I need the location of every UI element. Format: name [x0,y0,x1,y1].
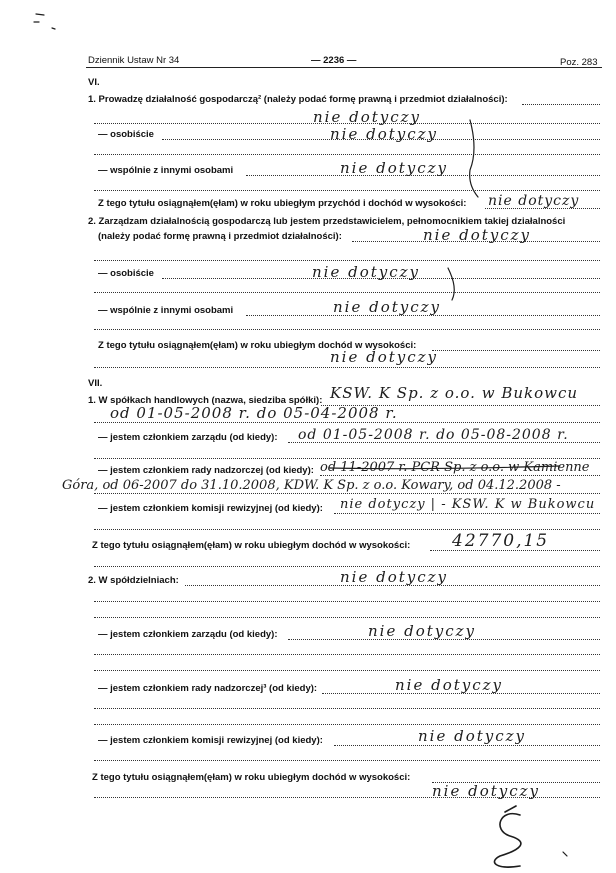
vii-q1-supervisory-answer-line1: od 11-2007 r. PCR Sp. z o.o. w Kamienne [320,460,590,475]
page-number: — 2236 — [311,55,357,66]
signature-mark [494,806,520,867]
vi-q2-jointly-answer: nie dotyczy [333,298,442,316]
vii-q1-supervisory-answer-line2: Góra, od 06-2007 do 31.10.2008, KDW. K Sp. z o.o. Kowary, od 04.12.2008 - [62,478,561,493]
connector-stroke-vi-q1 [470,120,478,197]
vi-q2-jointly-label: — wspólnie z innymi osobami [98,305,234,316]
vi-q1-jointly-answer: nie dotyczy [340,159,449,177]
vi-q1-answer: nie dotyczy [313,108,422,126]
vii-q2-board-answer: nie dotyczy [368,622,477,640]
vi-q1-jointly-label: — wspólnie z innymi osobami [98,165,234,176]
vi-q2-income-label: Z tego tytułu osiągnąłem(ęłam) w roku ubiegłym dochód w wysokości: [98,340,417,351]
connector-stroke-vi-q2 [448,268,454,300]
vii-q2-answer: nie dotyczy [340,568,449,586]
vii-q2-label: 2. W spółdzielniach: [88,575,179,586]
vii-q1-board-answer: od 01-05-2008 r. do 05-08-2008 r. [298,427,569,443]
vii-q2-supervisory-label: — jestem członkiem rady nadzorczej³ (od kiedy): [98,683,318,694]
strike-stroke-vii [330,466,560,469]
vi-q1-personally-label: — osobiście [98,129,154,140]
vi-q1-income-label: Z tego tytułu osiągnąłem(ęłam) w roku ubiegłym przychód i dochód w wysokości: [98,198,467,209]
vii-q1-audit-answer: nie dotyczy | - KSW. K w Bukowcu [340,497,596,512]
vii-q2-audit-label: — jestem członkiem komisji rewizyjnej (od kiedy): [98,735,323,746]
vi-q1-personally-answer: nie dotyczy [330,125,439,143]
vii-q1-answer-line2: od 01-05-2008 r. do 05-04-2008 r. [110,404,398,422]
vii-q1-income-label: Z tego tytułu osiągnąłem(ęłam) w roku ubiegłym dochód w wysokości: [92,540,411,551]
vi-q2-income-answer: nie dotyczy [330,348,439,366]
vii-q2-board-label: — jestem członkiem zarządu (od kiedy): [98,629,278,640]
vi-q2-answer: nie dotyczy [423,226,532,244]
vii-q1-label: 1. W spółkach handlowych (nazwa, siedziba spółki): [88,395,323,406]
section-vi-heading: VI. [88,77,100,88]
vii-q1-audit-label: — jestem członkiem komisji rewizyjnej (od kiedy): [98,503,323,514]
margin-ink-marks [34,14,55,29]
vii-q1-supervisory-label: — jestem członkiem rady nadzorczej (od kiedy): [98,465,314,476]
vi-q1-income-answer: nie dotyczy [488,193,580,209]
vi-q2-label-line2: (należy podać formę prawną i przedmiot działalności): [98,231,342,242]
vii-q2-supervisory-answer: nie dotyczy [395,676,504,694]
small-mark [563,852,567,856]
vi-q1-label: 1. Prowadzę działalność gospodarczą² (należy podać formę prawną i przedmiot działalności): [88,94,508,105]
journal-title: Dziennik Ustaw Nr 34 [88,55,180,66]
vii-q2-audit-answer: nie dotyczy [418,727,527,745]
vii-q2-income-answer: nie dotyczy [432,782,541,800]
position-number: Poz. 283 [560,57,598,68]
vii-q1-board-label: — jestem członkiem zarządu (od kiedy): [98,432,278,443]
vii-q1-income-answer: 42770,15 [452,531,550,551]
section-vii-heading: VII. [88,378,103,389]
vii-q2-income-label: Z tego tytułu osiągnąłem(ęłam) w roku ubiegłym dochód w wysokości: [92,772,411,783]
vi-q2-personally-answer: nie dotyczy [312,263,421,281]
vi-q2-label-line1: 2. Zarządzam działalnością gospodarczą lub jestem przedstawicielem, pełnomocnikiem takiej działalności [88,216,566,227]
vii-q1-answer-line1: KSW. K Sp. z o.o. w Bukowcu [330,384,579,402]
vi-q2-personally-label: — osobiście [98,268,154,279]
